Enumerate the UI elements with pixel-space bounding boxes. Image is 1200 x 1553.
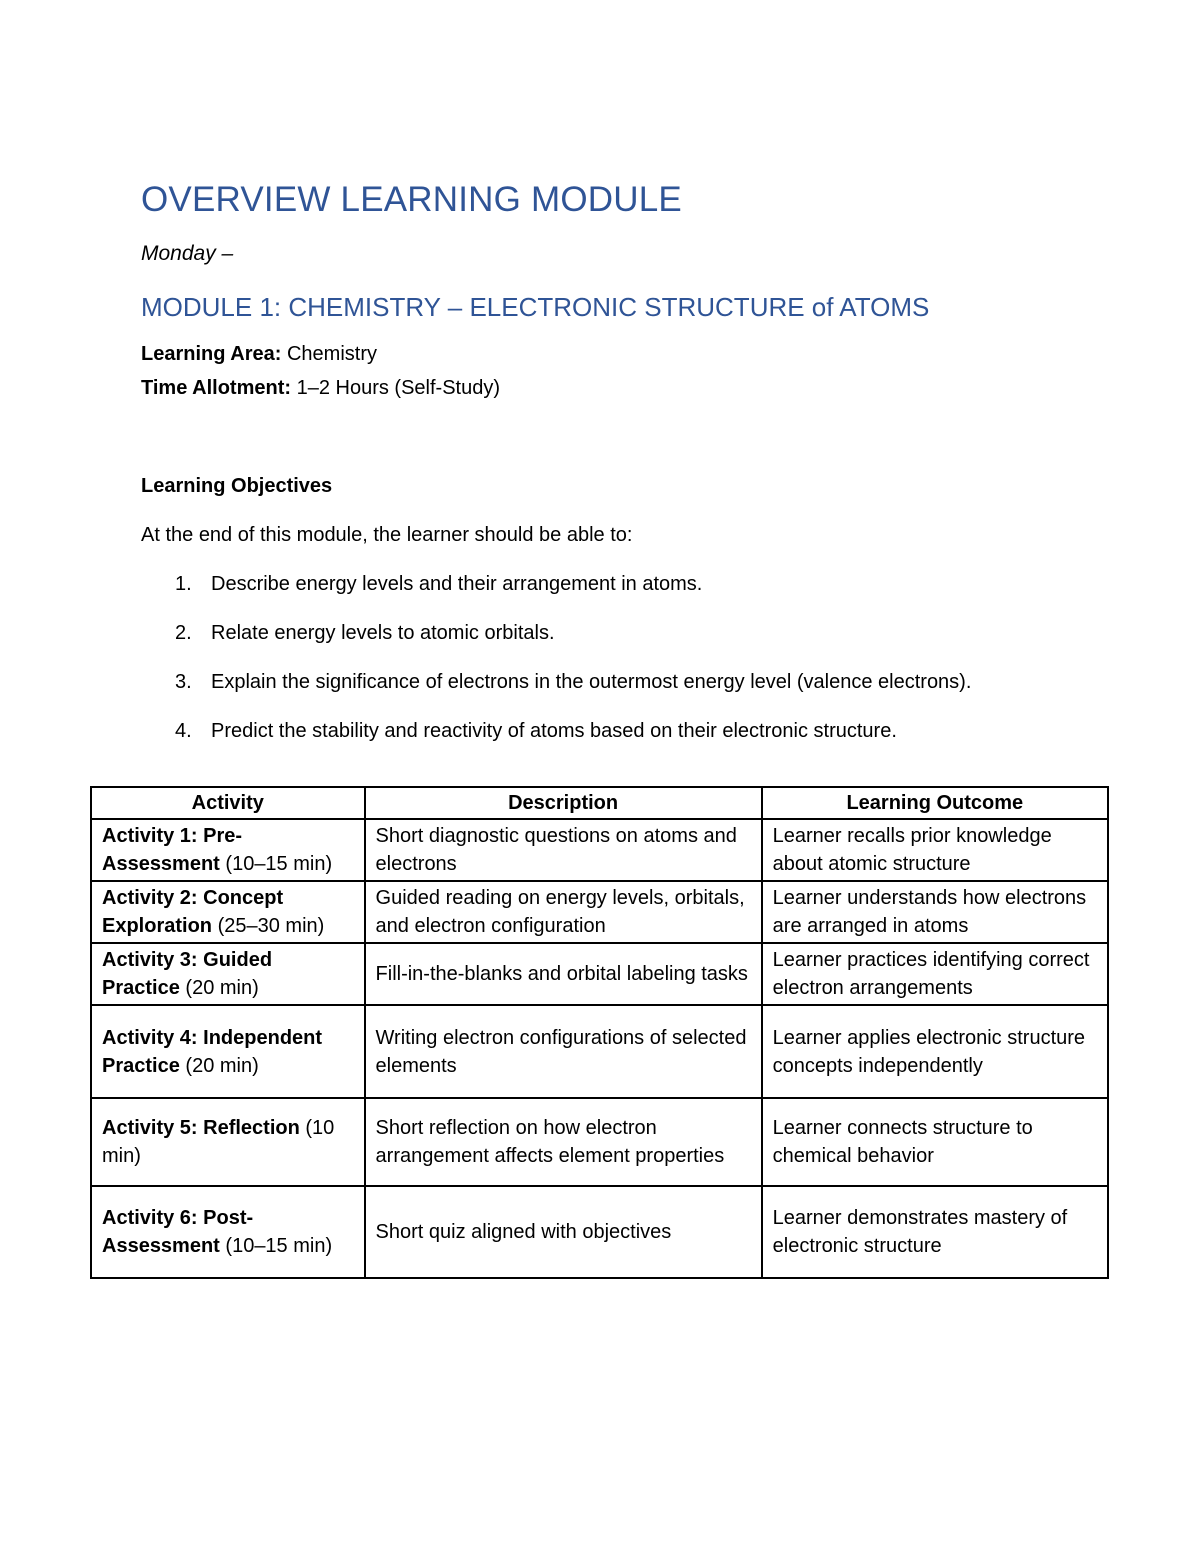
day-label: Monday –: [141, 242, 234, 265]
description-cell: Short diagnostic questions on atoms and electrons: [365, 819, 762, 881]
outcome-cell: Learner connects structure to chemical behavior: [762, 1098, 1108, 1186]
objective-number: 2.: [175, 622, 192, 644]
time-allotment-line: [141, 377, 500, 400]
activity-duration: (20 min): [185, 977, 259, 999]
activity-name: Activity 6: Post-Assessment: [102, 1207, 254, 1257]
header-learning-outcome: Learning Outcome: [762, 787, 1108, 819]
objectives-heading: Learning Objectives: [141, 475, 333, 497]
outcome-cell: Learner demonstrates mastery of electronic structure: [762, 1186, 1108, 1278]
description-cell: Short reflection on how electron arrangement affects element properties: [365, 1098, 762, 1186]
learning-area-value: Chemistry: [286, 343, 377, 365]
module-title: MODULE 1: CHEMISTRY – ELECTRONIC STRUCTURE of ATOMS: [141, 292, 930, 322]
activity-duration: (25–30 min): [217, 915, 325, 937]
activity-cell: [91, 943, 365, 1005]
description-cell: Writing electron configurations of selected elements: [365, 1005, 762, 1098]
table-row: [91, 1005, 1108, 1098]
activity-cell: [91, 881, 365, 943]
objective-item: [141, 622, 971, 671]
header-activity: Activity: [91, 787, 365, 819]
table-header-row: [91, 787, 1108, 819]
objective-item: [141, 671, 971, 720]
objective-text: Describe energy levels and their arrangement in atoms.: [211, 573, 703, 595]
activity-name: Activity 4: Independent Practice: [102, 1026, 323, 1077]
objective-item: [141, 720, 971, 769]
objective-number: 1.: [175, 573, 192, 595]
description-cell: Short quiz aligned with objectives: [365, 1186, 762, 1278]
activity-name: Activity 5: Reflection: [102, 1117, 300, 1139]
table-row: [91, 881, 1108, 943]
page-title: OVERVIEW LEARNING MODULE: [141, 180, 682, 219]
learning-area-label: Learning Area:: [141, 343, 282, 365]
activity-name: Activity 3: Guided Practice: [102, 949, 273, 999]
activity-name: Activity 2: Concept Exploration: [102, 887, 284, 937]
objectives-intro: At the end of this module, the learner should be able to:: [141, 524, 633, 546]
activity-cell: [91, 819, 365, 881]
learning-area-line: [141, 343, 377, 366]
outcome-cell: Learner applies electronic structure concepts independently: [762, 1005, 1108, 1098]
description-cell: Fill-in-the-blanks and orbital labeling tasks: [365, 943, 762, 1005]
activity-duration: (10–15 min): [225, 853, 333, 875]
description-cell: Guided reading on energy levels, orbitals, and electron configuration: [365, 881, 762, 943]
activity-name: Activity 1: Pre-Assessment: [102, 825, 243, 875]
outcome-cell: Learner recalls prior knowledge about atomic structure: [762, 819, 1108, 881]
activity-cell: [91, 1005, 365, 1098]
table-row: [91, 1098, 1108, 1186]
time-allotment-label: Time Allotment:: [141, 377, 292, 399]
activity-cell: [91, 1098, 365, 1186]
table-row: [91, 943, 1108, 1005]
time-allotment-value: 1–2 Hours (Self-Study): [296, 377, 500, 399]
objective-text: Predict the stability and reactivity of atoms based on their electronic structure.: [211, 720, 897, 742]
activity-cell: [91, 1186, 365, 1278]
activity-table: [90, 786, 1109, 1279]
outcome-cell: Learner understands how electrons are arranged in atoms: [762, 881, 1108, 943]
activity-duration: (10–15 min): [225, 1235, 333, 1257]
objectives-list: [141, 573, 971, 769]
table-row: [91, 1186, 1108, 1278]
outcome-cell: Learner practices identifying correct electron arrangements: [762, 943, 1108, 1005]
objective-text: Explain the significance of electrons in the outermost energy level (valence electrons).: [211, 671, 972, 693]
objective-text: Relate energy levels to atomic orbitals.: [211, 622, 555, 644]
objective-item: [141, 573, 971, 622]
objective-number: 3.: [175, 671, 192, 693]
table-row: [91, 819, 1108, 881]
activity-duration: (10 min): [102, 1117, 335, 1167]
objective-number: 4.: [175, 720, 192, 742]
activity-duration: (20 min): [185, 1054, 259, 1077]
header-description: Description: [365, 787, 762, 819]
